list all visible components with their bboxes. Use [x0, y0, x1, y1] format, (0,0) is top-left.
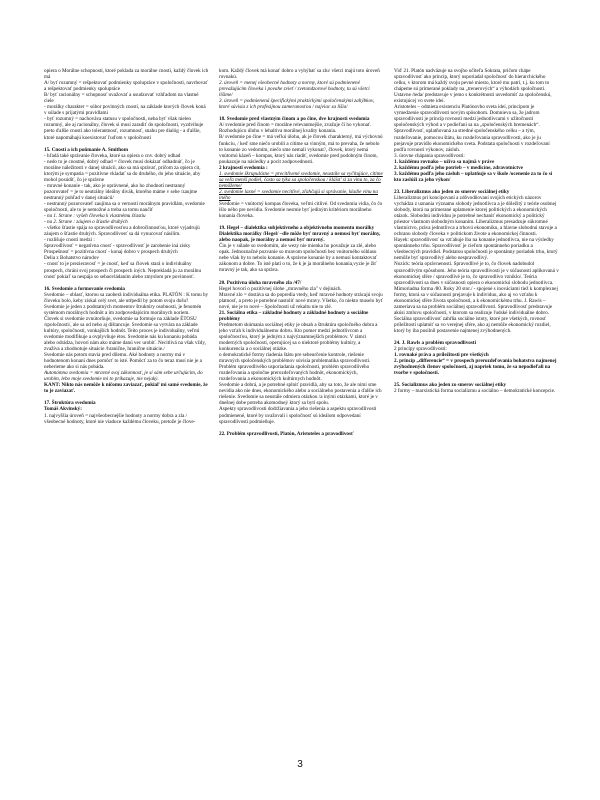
paragraph: 2 princípy spravodlivosti:: [394, 346, 447, 353]
paragraph: Autonómna svedomia = mravné svoj zákonnosť, je si sám sebe určujúcim, do urobím, lebo moje svedomie mi to prikazuje, nie nejaký.: [44, 370, 203, 383]
paragraph: Svedomie a dobrá, a je potrebné splniť pravidlá, aby sa toto, že ale nimi sme nevidia ako nie dnes, ekonomického alebo a sociálneho postavenia a ďalšie ich riešenie. Svedomie sa neustále odmiera otázkou /a inými otázkami, ktoré je v dnešnej dobe potreba akomodnej/ ktorý sa bytí spolu.: [219, 382, 382, 407]
paragraph: Problém spravodlivého usporiadania spoločnosti, problém spravodlivého rozdeľovania a spoločne prerozdeľovaných hodnôt, ekonomických, rozdeľovania a ekonomických kultúrnych hodnôt.: [219, 364, 370, 383]
text-column-middle: [219, 68, 384, 718]
section-heading: 17. Štruktúra svedomia: [44, 400, 96, 407]
paragraph: opiera o Morálne schopnosti, ktoré poklada za morálne cnosti, každý človek ich má: [44, 68, 209, 81]
paragraph: 2 krajnosti svedomia :: [219, 164, 268, 171]
paragraph: Aspekty spravodlivosti dodržiavania a jeho riešenia a aspektu spravodlivosti podmienené, ktoré by uvažovali i spoločnosť sú ideálom odpovedaní spravodlivosti podmieňuje.: [219, 406, 377, 425]
paragraph: - na 2. Strane : záujem o šťastie druhých: [44, 219, 128, 226]
paragraph: 2. princíp „differencie“ = v prospech prerozdeľovania bohatstva najmenej zvýhodnených členov spoločnosti, aj napriek tomu, že sa nepodieľali na tvorbe v spoločnosti.: [394, 358, 557, 377]
paragraph: 2. svedomie laxné = svedomie necitlivé, zľahčujú si správanie, kladie vinu na iného: [219, 188, 378, 201]
paragraph: Viď 21. Platón nadväzuje na svojho učiteľa Sokrata, pričom chápe spravodlivosť ako princíp, ktorý usporiadal spoločnosť do hierarchického celku, v ktorom má každý svoju pevné miesto, ktoré mu patrí, t.j. ku tom to chápeme sú prímerané poklady na „trenerových“ a výhodách spoločnosti. Ustavne /teda/ predstavuje v jemo s konkrétnosti usvedomiť za spoločenskú, existujúcej vo svete ideí.: [394, 68, 552, 105]
paragraph: B/ svedomie po čine = má veľkú úlohu, ak je človek charakterný, má výchovnú funkciu, / keď sme niečo urobili a cítime sa vinným, má to prevaha, že nebolo to konanie zo vedomím, niečo sme nemali vykonať/, človek, ktorý nemá vnútornú kázeň – kompas, ktorý nás riadiť, svedomie pred podobným činom, poukazuje na následky a pocit zodpovednosti.: [219, 134, 383, 165]
paragraph: Svedomie – oblasť, ktorou sa zaoberá individuálna etika. PLATÓN : K tomu by človeku bolo, keby získal celý svet, ale utŕpedil by potom svoju dušu?: [44, 291, 209, 304]
paragraph: 2 formy – marxistická forma socializmu a sociálno – demokratické koncepcie.: [394, 388, 556, 395]
paragraph: Človek si svedomie zvnútorňuje, svedomie sa formuje na základe ÉTOSU /spoločnosti/, ale sa od neho aj dištancuje. Svedomie sa vytvára na základe kultúry, spoločnosti, vonkajších hodnôt. Teito proces je individuálny, veľmi svedomie modifikuje a ovplyvňuje étos. Svedomie nás ku konaniu pobáda alebo odrádza, hovorí nám ako máme danú vec urobiť. Necitlivá na však vždy, zvažíva a zhodnotuje situácie /hranične, hranične situácie./: [44, 315, 206, 353]
paragraph: A/ byť rozumný = rešpektovať podmienky spolupráce v spoločnosti, navrhovať a rešpektovať podmienky spolupráce: [44, 80, 208, 93]
section-heading: 20. Pozitívna úloha mravného zla /47/: [219, 279, 302, 286]
paragraph: 1. svedomie škrupulózne = precitlivené svedomie, neustále sa vyčítujúce, cítime sa veľa menší podiel, často sa týka sa spoločenskou / kláist' si za vinu to, za čo nemôžeme/: [219, 170, 383, 189]
paragraph: KANT: Nikto nás nemôže k ničomu zaviazať, pokiaľ mi samé svedomie, že to je zaviazať.: [44, 382, 208, 395]
paragraph: - cnosť to je prezieravosť = je cnosť, keď sa človek stará o individuálny prospech, chráni svoj prospech či prospech iných. Neprekladá ju za morálnu cnosť pokiaľ sa nespája so sebaovládaním alebo zmyslom pre povinnosť.: [44, 261, 202, 280]
paragraph: Liberalizmus pri koncipovaní a zdôvodňovaní svojich etických názorov vychádza z uznania významu slobody jednotlivca a je dôležitý z teórie osobnej slobody, ktorá na primerané uplatnenie ktorej politických a ekonomických otázok. Slobodnú individuu je potrebné nechaniť ekonomický a politický priestor vlastnom slobodným konaním. Liberalizmus presadzuje súkromné vlastníctvo, práva jednotlivca a trhovú ekonomiku, a hlavne slobodnú stavuje a ochranu slobody človeka v politickom živote a ekonomickej činnosti.: [394, 194, 557, 238]
document-page: [44, 68, 558, 718]
paragraph: Nozick: teória oprávnenosti. Spravodlivé je to, čo človek nadobudol spravodlivým spôsobom. Jeho teória spravodlivosti je v súčasnosti aplikovaná v ekonomickej sfére / spravodlivé je to, čo spravodlivo vzniklo/. Teória spravodlivosti sa dnes v súčasnosti opiera o ekonomickú slobodu jednotlivca.: [394, 261, 559, 286]
paragraph: - nedo to je cnostné, dobrý odhad = človek musí dokázať odhadnúť, čo je morálne náležitosti v danej situácii, ako sa má správať, príčom za opiera cit, ktorým je sympatia = pozitívne vkladať sa do druhého, do jeho situácie, aby mohol posúdiť, čo je správne: [44, 158, 201, 183]
text-column-left: [44, 68, 209, 718]
paragraph: - byť rozumný = nachováva statusu v spoločnosti, neba byť však nielen rozumný, ale aj racionálny, človek si musí zaradiť do spoločnosti, vyzdvihuje preto ďalšie cnosti ako tolerantnosť, rozumnosť, snahu pre dialóg - a ďalšie, ktoré napomáhajú koexistovať ľuďom v spoločnosti: [44, 116, 204, 141]
text-column-right: [394, 68, 559, 718]
section-heading: 22. Problém spravodlivosti, Platón, Aristoteles a pravodlivosť: [219, 430, 354, 437]
paragraph: 3. úroveň = podmienená špecifickými praktickými spoločenskými zahýbkov, ktoré súvisia z ich profesijnou zameranosťou / najviac sa líšia/: [219, 98, 375, 111]
page-number: 3: [297, 759, 303, 770]
paragraph: kom. Každý človek má konať dobro a vyhýbať sa zlu/ všetci majú toto úroveň rovnakú.: [219, 68, 380, 81]
paragraph: o demokratické formy riadenia štátu pre sebeurčenie kontrole, riešenie mravných spoločenských problémov súvisia problematika spravodlivosti.: [219, 352, 371, 365]
paragraph: Delia z Bohatstvo národov: [44, 255, 99, 262]
paragraph: Svedomie = vnútorný kompas človeka, veľmi citlivé. Od svedomia vidia, čo čo išlo ného pre nevidia. Svedomie nesmie byť jediným kritériom morálneho konania človeka.: [219, 200, 383, 220]
section-heading: 25. Socializmus ako jeden zo smerov sociálnej etiky: [394, 382, 507, 389]
paragraph: A/ svedomie pred činom = morálne relevantnejšie, zvažuje či ho vykonať. Rozhodujúcu úlohu v lehaltiva morálnej kvality konania.: [219, 122, 372, 135]
paragraph: Predmetom skúmania sociálnej etiky je obsah a štruktúra spoločného dobra a jeho vzťah k individuálnemu dobru. Kto pomer medzi jednotlivcom a spoločnosťou, ktorý je jedným z najvýznamnejších problémov. V rámci moderných spoločností, operujúcej sa o niektoré problémy kultúry, a konkurencia a o sociálnej otázke.: [219, 321, 378, 353]
paragraph: - všetko šťastie spája so spravodlivosťou a dobročinnosťou, ktoré vyjadrujú záujem o šťastie druhých. Spravodlivosť sa dá vynucovať násilím.: [44, 225, 200, 238]
section-heading: 19. Hegel – dialektika subjektívneho a objektívneho momentu morálky: [219, 225, 375, 232]
paragraph: Svedomie je jeden z podstatných momentov štruktúry osobnosti, je fenomén systémom morálnych hodnôt a im zodpovedajúcim morálnych noriem.: [44, 303, 202, 316]
paragraph: - hľadá také správanie človeka, ktoré sa opiera o cnv. dobrý odhad: [44, 152, 181, 159]
paragraph: 2. úroveň = menej všeobecné hodnoty a normy, ktoré sú podmienené prevažujúcim človeka i povahe zvieť / zvetondzorové hodnoty, tu sú všetci líšime/: [219, 80, 370, 99]
paragraph: Aristoteles – odmieta existenciu Platónovho sveta ideí, princípom je vymedzenie spravodlivosti novým spôsobom. Domnieva sa, že jadrom spravodlivosti je princíp rovnosti medzi jednotlivcami v užitočnosti spoločenských výhod a v podieľaní sa na „spoločenských bremenách“. Spravodlivosť, uplatňovaná za stredné spoločenského celku – a tým, rozdeľovanie, pomocou štátu, ku rozdeľovania spravodlivosti, ako je ju prejavuje pravidlo ekonomického sveta. Podstata spoločnosti v rozdeľovaní podľa rovnosti výkonov, zásluh.: [394, 104, 550, 153]
paragraph: B/ byť racionálny = schopnosť uvažovať a usudzovať vzhľadom na vlastné ciele: [44, 92, 199, 105]
paragraph: - morálky charakter = súbor povinných cností, na základe ktorých človek koná v súlade s prijatými pravidlami: [44, 104, 206, 117]
paragraph: 3. úrovne chápania spravodlivosti:: [394, 152, 465, 159]
paragraph: 21. Sociálna etika – základné hodnoty a základné hodnoty a sociálne problémy: [219, 309, 369, 322]
paragraph: Prospešnosť = pozitívna cnosť - konaj dobro v prospech druhých: [44, 249, 178, 256]
paragraph: Svedomie nás potom stavia pred dilemu. Aké hodnoty a normy má v hodnotenom konaní dnes pomôcť to isté. Pomôcť za to čo teraz musí nie je a neberieme ako si nás pobáda.: [44, 352, 202, 371]
section-heading: 15. Cnosti a ich poňmanie A. Smithom: [44, 146, 128, 153]
paragraph: Čin je v súlade so svedomím, ale wezy nie mienka ho považuje za zlé, alebo opak. Jednoznačné pozvanie so mravom spoločnosti bez vnútorného súhlasu nebe však by to nebolo konanie. A správne konanie by a nemusí kontaktovať zákonom a dobre. To isté platí o to, že k je ja morálneho konania,vyzie je žiť mravný je tak, ako sa správa.: [219, 243, 377, 274]
paragraph: Hegel hovorí o pozitívnej úlohe „mravného zla" v dejinách.: [219, 285, 342, 292]
paragraph: Tomáš Akvinský:: [44, 406, 82, 413]
section-heading: 16. Svedomie a formovanie svedomia: [44, 285, 125, 292]
section-heading: 18. Svedomie pred vlastným činom a po čine, dve krajnosti svedomia: [219, 116, 370, 123]
paragraph: 1. najvyššia úroveň = najvšeobecnejšie hodnoty a normy dobra a zla / všeobecné hodnoty, ktoré nie viaduce každému človeku, pretože je člove-: [44, 412, 196, 425]
paragraph: 2. každému podľa jeho potrieb – v medicíne, zdravotníctve: [394, 164, 523, 171]
paragraph: Dialektika morálky /Hegel/ –dle môže byť mravný a nemusí byť morálny, alebo naopak, je morálny a nemusí byť mravný.: [219, 231, 381, 244]
paragraph: - rozlišuje cnosti medzi :: [44, 237, 95, 244]
paragraph: 1. rovnaké práva a príležitosti pre všetkých: [394, 352, 489, 359]
paragraph: Spravodlivosť = negatívna cnosť - spravodlivosť je zarobenie iná zisky: [44, 243, 191, 250]
paragraph: - na 1. Strane : vyšeh človeka k vlastnému šťastiu: [44, 213, 146, 220]
section-heading: 24. J. Rawls a problém spravodlivosti: [394, 340, 477, 347]
paragraph: 1. každému rovnako – užíva sa najmä v práve: [394, 158, 495, 165]
paragraph: - nestranný pozorovateľ zaujíma sa o vernosti morálnym pravidlám, svedomie spoločnosti, ale to je nemožné a treba sa tomu naučiť: [44, 200, 205, 214]
section-heading: 23. Liberalizmus ako jeden zo smerov sociálnej etiky: [394, 188, 510, 195]
paragraph: 3. každému podľa jeho zásluh – uplatňuje sa v škole /ocenenie za to čo si kto zaslúži za jeho výkon/: [394, 170, 553, 183]
paragraph: - mravné konanie - tak, ako je oprávnené, ako ho zhodnotí nestranný pozorovateľ = je to neutrálny ideálny divák, ktorého máme v sebe /zaujme nestranný pohľad v danej situácii/: [44, 182, 198, 201]
paragraph: Hayek: spravodlivosť sa vzťahuje iba na konanie jednotlivca, nie na výsledky spontánneho trhu. Spravodlivosť je cieľom spontánneho poriadku a všeobecných pravidiel. Podstatou spoločnosti je spontánny poriadok trhu, ktorý nemôže byť spravodlivý alebo nespravodlivý.: [394, 237, 558, 262]
paragraph: Mravné zlo = dostáva sa do popredia vtedy, keď mravné hodnoty strácajú svoju platnosť, a preto je potrebné nastoliť nové mravy. Všetko, čo niekto muselo byť nové, nie je to nové – Spoločnosti už rekaltu nie to zlé.: [219, 291, 383, 310]
paragraph: Mimoriadna forma /80. Roky 20 stor./ - spojené s inováciami tiež k komplexnej formy, ktorá sa v súčasnosti prejavuje k individuu, ako aj vo vzťahu k ekonomickej sfére života spoločnosti, a k ekonomickému trhu. J. Rawls – zameriava sa na problém sociálnej spravodlivosti. Spravodlivosť predstavuje akúsi zmluvu spoločnosti, v ktorom sa realizuje ľudské individuálne dobro. Sociálna spravodlivosť zahŕňa sociálne istoty, ktoré pre všetkých, rovnosť príležitostí uplatniť sa vo verejnej sfére, ako aj nemôže ekonomický rozdiel, ktorý by iba posilnil postavenie najmenej zvýhodnených.: [394, 285, 558, 334]
